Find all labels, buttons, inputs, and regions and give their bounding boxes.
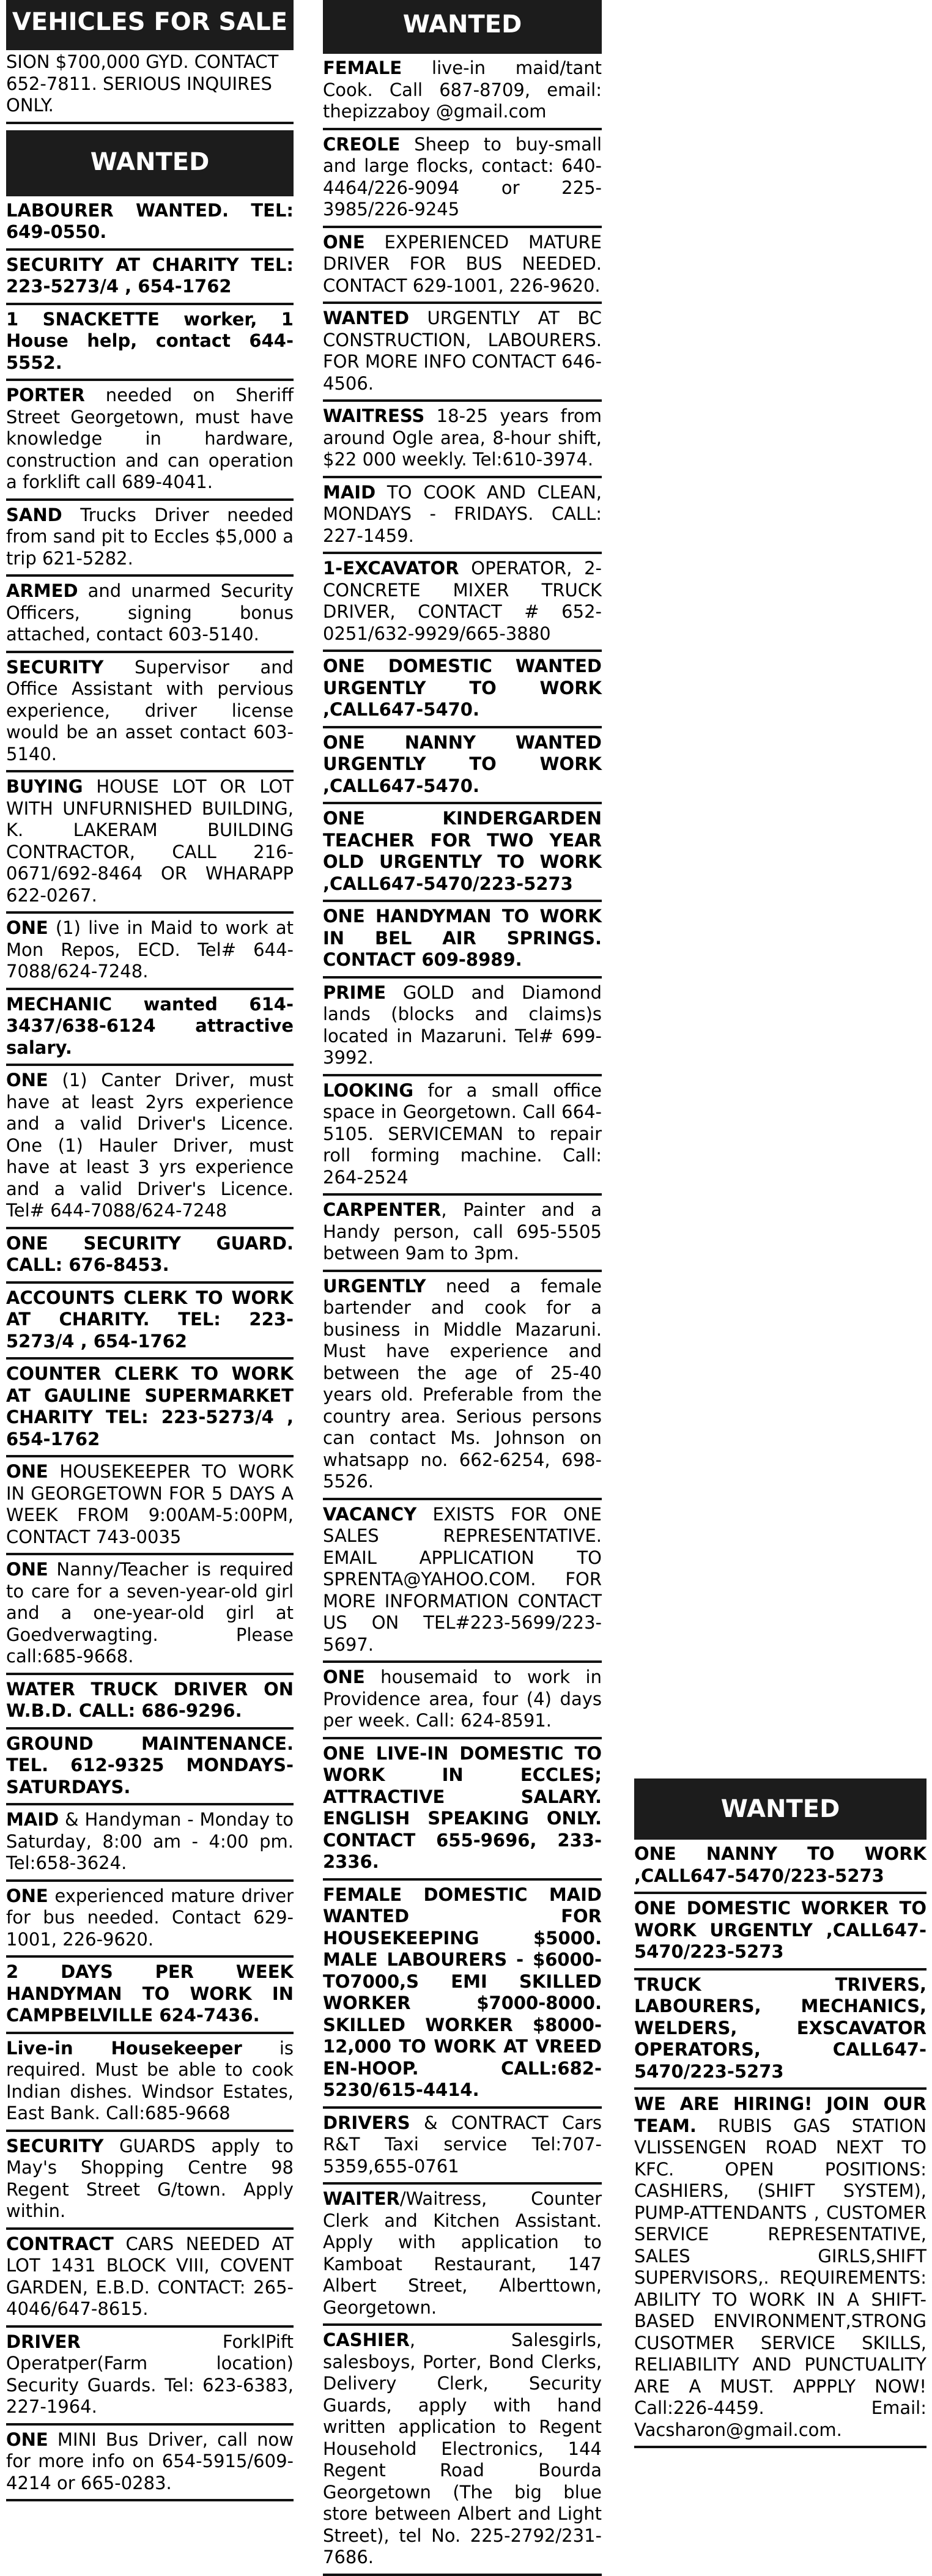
ad-text: LABOURER WANTED. TEL: 649-0550. <box>6 199 294 242</box>
ad-text: ONE NANNY WANTED URGENTLY TO WORK ,CALL647-5470. <box>323 731 602 796</box>
ad-text: need a female bartender and cook for a business in Middle Mazaruni. Must have experience and between the age of 25-40 years old. Preferable from the country area. Serious persons can contact Ms. Johnson on whatsapp no. 662-6254, 698-5526. <box>323 1275 602 1492</box>
ad-text: (1) Canter Driver, must have at least 2yrs experience and a valid Driver's Licence. One (1) Hauler Driver, must have at least 3 yrs experience and a valid Driver's Licence. Tel# 644-7088/624-7248 <box>6 1070 294 1221</box>
ad-text: ForklPift Operatper(Farm location) Security Guards. Tel: 623-6383, 227-1964. <box>6 2331 294 2417</box>
section-header-wanted: WANTED <box>323 0 602 54</box>
classified-ad <box>323 979 602 1076</box>
ad-keyword: CREOLE <box>323 133 401 155</box>
ad-text: URGENTLY AT BC CONSTRUCTION, LABOURERS. FOR MORE INFO CONTACT 646-4506. <box>323 308 602 394</box>
ad-text: HOUSE LOT OR LOT WITH UNFURNISHED BUILDING, K. LAKERAM BUILDING CONTRACTOR, CALL 216-0671/692-8464 OR WHARAPP 622-0267. <box>6 776 294 906</box>
ad-text: 2 DAYS PER WEEK HANDYMAN TO WORK IN CAMPBELVILLE 624-7436. <box>6 1961 294 2026</box>
classified-ad <box>323 1663 602 1739</box>
ad-keyword: ONE <box>323 1667 365 1687</box>
ad-text: Trucks Driver needed from sand pit to Eccles $5,000 a trip 621-5282. <box>6 504 294 569</box>
ad-keyword: ONE <box>6 2429 48 2450</box>
classified-ad <box>6 653 294 773</box>
classified-ad <box>6 2426 294 2502</box>
ad-text: & CONTRACT Cars R&T Taxi service Tel:707-5359,655-0761 <box>323 2112 602 2177</box>
classified-ad <box>323 2109 602 2185</box>
classified-ad <box>323 304 602 402</box>
classified-ad <box>6 1229 294 1284</box>
ad-text: 1 SNACKETTE worker, 1 House help, contact 644-5552. <box>6 308 294 373</box>
ad-text: , Painter and a Handy person, call 695-5505 between 9am to 3pm. <box>323 1199 602 1264</box>
ad-keyword: ONE <box>6 1885 48 1906</box>
ad-text: is required. Must be able to cook Indian dishes. Windsor Estates, East Bank. Call:685-9668 <box>6 2037 294 2123</box>
classified-ad <box>6 1066 294 1229</box>
ad-keyword: URGENTLY <box>323 1275 426 1297</box>
ad-text: WATER TRUCK DRIVER ON W.B.D. CALL: 686-9296. <box>6 1678 294 1721</box>
ad-text: housemaid to work in Providence area, four (4) days per week. Call: 624-8591. <box>323 1667 602 1731</box>
classified-ad <box>323 1739 602 1881</box>
ad-keyword: WE ARE HIRING! JOIN OUR TEAM. <box>634 2093 926 2136</box>
classified-ad <box>323 228 602 305</box>
ad-keyword: ONE <box>323 231 365 253</box>
classified-ad <box>6 2034 294 2132</box>
ad-text: experienced mature driver for bus needed. Contact 629-1001, 226-9620. <box>6 1885 294 1950</box>
ad-text: needed on Sheriff Street Georgetown, must have knowledge in hardware, construction and can operation a forklift call 689-4041. <box>6 385 294 492</box>
ad-text: Nanny/Teacher is required to care for a seven-year-old girl and a one-year-old girl at Goedverwagting. Please call:685-9668. <box>6 1559 294 1667</box>
ad-list <box>634 1840 926 2448</box>
classified-ad <box>6 1882 294 1958</box>
ad-text: ONE KINDERGARDEN TEACHER FOR TWO YEAR OLD URGENTLY TO WORK ,CALL647-5470/223-5273 <box>323 808 602 894</box>
ad-keyword: BUYING <box>6 776 83 797</box>
ad-keyword: DRIVERS <box>323 2112 410 2133</box>
ad-keyword: ARMED <box>6 580 78 601</box>
classified-ad <box>323 728 602 805</box>
classified-ad <box>6 577 294 653</box>
ad-text: TO COOK AND CLEAN, MONDAYS - FRIDAYS. CALL: 227-1459. <box>323 481 602 546</box>
section-header-vehicles-for-sale: VEHICLES FOR SALE <box>6 0 294 50</box>
ad-text: & Handyman - Monday to Saturday, 8:00 am - 4:00 pm. Tel:658-3624. <box>6 1809 294 1873</box>
ad-keyword: WAITRESS <box>323 405 425 426</box>
ad-keyword: Live-in Housekeeper <box>6 2037 242 2059</box>
ad-keyword: VACANCY <box>323 1503 417 1525</box>
ad-text: , Salesgirls, salesboys, Porter, Bond Clerks, Delivery Clerk, Security Guards, apply with hand written application to Regent Household Electronics, 144 Regent Road Bourda Georgetown (The big blue store between Albert and Light Street), tel No. 225-2792/231-7686. <box>323 2330 602 2567</box>
ad-text: SECURITY AT CHARITY TEL: 223-5273/4 , 654-1762 <box>6 254 294 297</box>
ad-text: ONE DOMESTIC WANTED URGENTLY TO WORK ,CALL647-5470. <box>323 656 602 720</box>
classified-ad <box>6 1730 294 1806</box>
classified-ad <box>6 1555 294 1675</box>
ad-keyword: ONE <box>6 1070 48 1090</box>
ad-keyword: CARPENTER <box>323 1199 442 1220</box>
classified-ad <box>6 381 294 501</box>
ad-text: GROUND MAINTENANCE. TEL. 612-9325 MONDAYS-SATURDAYS. <box>6 1733 294 1797</box>
classified-ad <box>6 1360 294 1457</box>
ad-text: HOUSEKEEPER TO WORK IN GEORGETOWN FOR 5 DAYS A WEEK FROM 9:00AM-5:00PM, CONTACT 743-0035 <box>6 1461 294 1547</box>
classified-ad <box>6 914 294 990</box>
section-header-wanted: WANTED <box>634 1778 926 1840</box>
classified-ad <box>6 305 294 382</box>
classified-ad <box>634 1840 926 1894</box>
ad-keyword: WAITER <box>323 2188 400 2209</box>
ad-text: MINI Bus Driver, call now for more info on 654-5915/609-4214 or 665-0283. <box>6 2429 294 2493</box>
classified-ad: SION $700,000 GYD. CONTACT 652-7811. SERIOUS INQUIRES ONLY. <box>6 50 294 124</box>
classified-ad <box>323 902 602 979</box>
classified-ad <box>323 554 602 652</box>
ad-keyword: PORTER <box>6 385 85 405</box>
ad-keyword: PRIME <box>323 982 386 1003</box>
classified-ad <box>323 1881 602 2109</box>
ad-text: ONE SECURITY GUARD. CALL: 676-8453. <box>6 1232 294 1275</box>
ad-text: Supervisor and Office Assistant with pervious experience, driver license would be an asset contact 603-5140. <box>6 656 294 764</box>
ad-text: for a small office space in Georgetown. Call 664-5105. SERVICEMAN to repair roll forming machine. Call: 264-2524 <box>323 1079 602 1188</box>
classified-ad <box>323 1076 602 1196</box>
column-3 <box>634 1778 926 2448</box>
ad-keyword: FEMALE <box>323 57 402 78</box>
classified-ad <box>323 1500 602 1664</box>
classified-ad <box>323 2185 602 2326</box>
classified-ad <box>323 804 602 902</box>
ad-keyword: ONE <box>6 917 48 938</box>
ad-text: 18-25 years from around Ogle area, 8-hour shift, $22 000 weekly. Tel:610-3974. <box>323 405 602 470</box>
ad-keyword: WANTED <box>323 308 410 328</box>
classified-ad <box>634 1971 926 2090</box>
classified-ad <box>323 130 602 228</box>
classified-ad <box>323 1272 602 1500</box>
classified-ad <box>6 196 294 251</box>
ad-keyword: SAND <box>6 504 62 525</box>
ad-text: /Waitress, Counter Clerk and Kitchen Assistant. Apply with application to Kamboat Restaurant, 147 Albert Street, Alberttown, Georgetown. <box>323 2188 602 2318</box>
ad-keyword: CASHIER <box>323 2330 410 2350</box>
classified-ad <box>6 251 294 305</box>
ad-text: GOLD and Diamond lands (blocks and claims)s located in Mazaruni. Tel# 699-3992. <box>323 982 602 1068</box>
classified-ad <box>6 1805 294 1882</box>
classified-ad <box>6 990 294 1067</box>
ad-text: ONE DOMESTIC WORKER TO WORK URGENTLY ,CALL647-5470/223-5273 <box>634 1898 926 1962</box>
ad-text: and unarmed Security Officers, signing bonus attached, contact 603-5140. <box>6 580 294 645</box>
ad-list <box>6 196 294 2502</box>
ad-text: ONE NANNY TO WORK ,CALL647-5470/223-5273 <box>634 1843 926 1886</box>
ad-text: MECHANIC wanted 614-3437/638-6124 attractive salary. <box>6 993 294 1058</box>
column-1 <box>6 0 294 2501</box>
ad-keyword: CONTRACT <box>6 2233 114 2254</box>
classified-ad <box>6 1958 294 2034</box>
ad-keyword: SECURITY <box>6 2135 104 2156</box>
ad-text: FEMALE DOMESTIC MAID WANTED FOR HOUSEKEEPING $5000. MALE LABOURERS - $6000-TO7000,S EMI SKILLED WORKER $7000-8000. SKILLED WORKER $8000-12,000 TO WORK AT VREED EN-HOOP. CALL:682-5230/615-4414. <box>323 1884 602 2100</box>
classified-ad <box>323 54 602 130</box>
ad-text: OPERATOR, 2- CONCRETE MIXER TRUCK DRIVER, CONTACT # 652-0251/632-9929/665-3880 <box>323 558 602 644</box>
ad-keyword: DRIVER <box>6 2331 81 2352</box>
ad-text: TRUCK TRIVERS, LABOURERS, MECHANICS, WELDERS, EXSCAVATOR OPERATORS, CALL647-5470/223-5273 <box>634 1974 926 2082</box>
classified-ad <box>6 1457 294 1555</box>
classified-ad <box>6 2132 294 2230</box>
classified-ad <box>323 402 602 478</box>
section-header-wanted: WANTED <box>6 130 294 196</box>
ad-keyword: 1-EXCAVATOR <box>323 558 459 579</box>
classified-ad <box>6 1284 294 1360</box>
ad-keyword: SECURITY <box>6 656 104 678</box>
classified-ad <box>634 1894 926 1971</box>
ad-text: RUBIS GAS STATION VLISSENGEN ROAD NEXT TO KFC. OPEN POSITIONS: CASHIERS, (SHIFT SYSTEM), PUMP-ATTENDANTS , CUSTOMER SERVICE REPRESENTATIVE, SALES GIRLS,SHIFT SUPERVISORS,. REQUIREMENTS: ABILITY TO WORK IN A SHIFT-BASED ENVIRONMENT,STRONG CUSOTMER SERVICE SKILLS, RELIABILITY AND PUNCTUALITY ARE A MUST. APPPLY NOW! Call:226-4459. Email: Vacsharon@gmail.com. <box>634 2115 926 2440</box>
ad-keyword: LOOKING <box>323 1079 414 1101</box>
classified-ad <box>6 2328 294 2426</box>
ad-text: ONE HANDYMAN TO WORK IN BEL AIR SPRINGS. CONTACT 609-8989. <box>323 906 602 970</box>
ad-text: ONE LIVE-IN DOMESTIC TO WORK IN ECCLES; ATTRACTIVE SALARY. ENGLISH SPEAKING ONLY. CONTACT 655-9696, 233-2336. <box>323 1742 602 1872</box>
classified-ad <box>6 772 294 914</box>
ad-text: ACCOUNTS CLERK TO WORK AT CHARITY. TEL: 223-5273/4 , 654-1762 <box>6 1287 294 1352</box>
ad-text: CARS NEEDED AT LOT 1431 BLOCK VIII, COVENT GARDEN, E.B.D. CONTACT: 265-4046/647-8615. <box>6 2233 294 2319</box>
classified-ad <box>323 478 602 555</box>
ad-keyword: MAID <box>6 1809 59 1830</box>
classified-ad <box>323 652 602 728</box>
column-2 <box>323 0 602 2576</box>
classified-ad <box>323 2326 602 2576</box>
classified-ad <box>6 501 294 577</box>
classified-ad <box>634 2090 926 2448</box>
ad-text: GUARDS apply to May's Shopping Centre 98 Regent Street G/town. Apply within. <box>6 2135 294 2221</box>
ad-text: (1) live in Maid to work at Mon Repos, ECD. Tel# 644-7088/624-7248. <box>6 917 294 982</box>
classified-ad <box>6 1675 294 1730</box>
ad-text: live-in maid/tant Cook. Call 687-8709, email: thepizzaboy @gmail.com <box>323 57 602 122</box>
ad-text: Sheep to buy-small and large flocks, contact: 640-4464/226-9094 or 225-3985/226-9245 <box>323 133 602 220</box>
ad-list <box>323 54 602 2576</box>
ad-keyword: ONE <box>6 1559 48 1580</box>
ad-text: EXPERIENCED MATURE DRIVER FOR BUS NEEDED. CONTACT 629-1001, 226-9620. <box>323 231 602 296</box>
ad-keyword: MAID <box>323 481 376 503</box>
ad-text: COUNTER CLERK TO WORK AT GAULINE SUPERMARKET CHARITY TEL: 223-5273/4 , 654-1762 <box>6 1363 294 1449</box>
ad-keyword: ONE <box>6 1461 48 1482</box>
classified-ad <box>323 1196 602 1272</box>
ad-text: EXISTS FOR ONE SALES REPRESENTATIVE. EMAIL APPLICATION TO SPRENTA@YAHOO.COM. FOR MORE INFORMATION CONTACT US ON TEL#223-5699/223-5697. <box>323 1503 602 1655</box>
classified-ad <box>6 2230 294 2328</box>
